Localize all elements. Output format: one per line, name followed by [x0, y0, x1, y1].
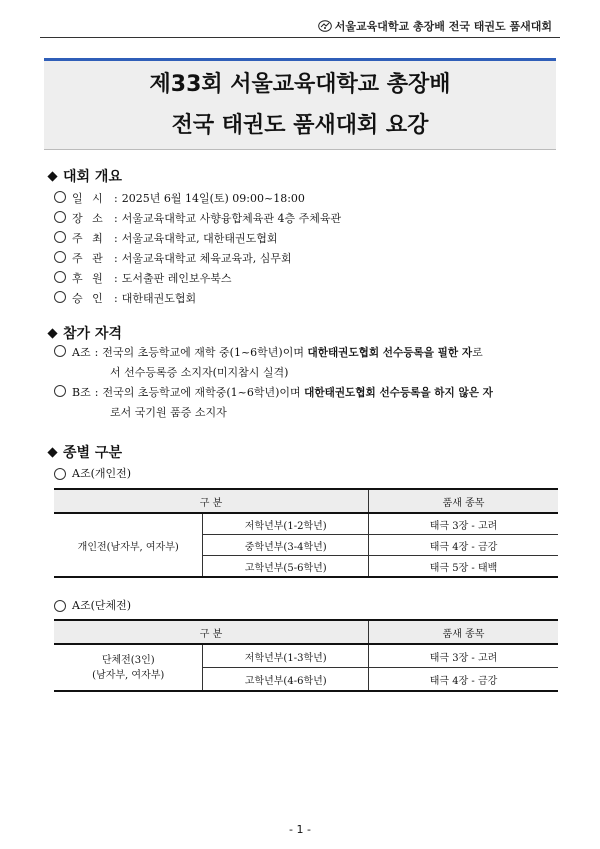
individual-subheading — [54, 465, 131, 481]
col-division-header: 구 분 — [54, 620, 369, 644]
eligibility-text-after: 로 — [472, 346, 483, 359]
team-event-table — [54, 619, 558, 692]
group-line1: 단체전(3인) — [101, 654, 155, 666]
page-header — [40, 14, 560, 38]
header-label — [318, 18, 552, 34]
eligibility-b: B조 : 전국의 초등학교에 재학중(1~6학년)이며 대한태권도협회 선수등록을 하지 않은 자 로서 국기원 품증 소지자 — [54, 383, 560, 423]
group-cell — [54, 644, 203, 691]
eligibility-a: A조 : 전국의 초등학교에 재학 중(1~6학년)이며 대한태권도협회 선수등록을 필한 자 로 서 선수등록증 소지자(미지참시 실격) — [54, 343, 560, 383]
section-overview-heading — [48, 166, 122, 186]
circle-bullet-icon — [54, 291, 66, 303]
individual-event-table — [54, 488, 558, 578]
overview-item: 승 인 : 대한태권도협회 — [54, 290, 196, 306]
poomsae-cell: 태극 3장 - 고려 — [369, 644, 559, 668]
page-title-line2: 전국 태권도 품새대회 요강 — [171, 113, 429, 138]
overview-value: 서울교육대학교 체육교육과, 심무회 — [121, 252, 292, 265]
circle-bullet-icon — [54, 191, 66, 203]
diamond-bullet-icon — [48, 172, 57, 181]
overview-key: 장 소 — [72, 212, 106, 225]
poomsae-cell: 태극 3장 - 고려 — [369, 513, 559, 535]
circle-bullet-icon — [54, 231, 66, 243]
taekwondo-logo-icon — [318, 20, 332, 32]
division-cell: 저학년부(1-2학년) — [203, 513, 369, 535]
overview-key: 주 최 — [72, 232, 106, 245]
diamond-bullet-icon — [48, 448, 57, 457]
circle-bullet-icon — [54, 385, 66, 397]
overview-value: 2025년 6월 14일(토) 09:00~18:00 — [121, 192, 305, 205]
table-row — [54, 513, 558, 535]
overview-value: 대한태권도협회 — [121, 292, 197, 305]
section-title: 참가 자격 — [63, 326, 122, 342]
circle-bullet-icon — [54, 251, 66, 263]
group-cell: 개인전(남자부, 여자부) — [54, 513, 203, 577]
overview-key: 주 관 — [72, 252, 106, 265]
eligibility-line2: 서 선수등록증 소지자(미지참시 실격) — [110, 366, 289, 379]
section-eligibility-heading — [48, 323, 122, 343]
poomsae-cell: 태극 5장 - 태백 — [369, 556, 559, 578]
section-events-heading — [48, 442, 122, 462]
eligibility-bold: 대한태권도협회 선수등록을 하지 않은 자 — [304, 387, 493, 399]
page-title-line1: 제33회 서울교육대학교 총장배 — [149, 72, 451, 97]
circle-bullet-icon — [54, 345, 66, 357]
overview-item: 장 소 : 서울교육대학교 사향융합체육관 4층 주체육관 — [54, 210, 341, 226]
overview-item: 일 시 : 2025년 6월 14일(토) 09:00~18:00 — [54, 190, 305, 206]
overview-item: 후 원 : 도서출판 레인보우북스 — [54, 270, 231, 286]
division-cell: 고학년부(5-6학년) — [203, 556, 369, 578]
table-header-row — [54, 489, 558, 513]
header-rule — [40, 37, 560, 38]
col-poomsae-header: 품새 종목 — [369, 620, 559, 644]
col-poomsae-header: 품새 종목 — [369, 489, 559, 513]
poomsae-cell: 태극 4장 - 금강 — [369, 535, 559, 556]
overview-value: 서울교육대학교 사향융합체육관 4층 주체육관 — [121, 212, 342, 225]
section-title: 대회 개요 — [63, 169, 122, 185]
circle-bullet-icon — [54, 211, 66, 223]
section-title: 종별 구분 — [63, 445, 122, 461]
page-number: - 1 - — [289, 823, 311, 836]
overview-item: 주 최 : 서울교육대학교, 대한태권도협회 — [54, 230, 277, 246]
circle-bullet-icon — [54, 600, 66, 612]
team-subheading — [54, 597, 131, 613]
table-row — [54, 644, 558, 668]
overview-item: 주 관 : 서울교육대학교 체육교육과, 심무회 — [54, 250, 292, 266]
eligibility-text: 전국의 초등학교에 재학 중(1~6학년)이며 — [102, 346, 308, 359]
division-cell: 고학년부(4-6학년) — [203, 668, 369, 692]
poomsae-cell: 태극 4장 - 금강 — [369, 668, 559, 692]
header-text: 서울교육대학교 총장배 전국 태권도 품새대회 — [334, 20, 552, 33]
overview-value: 서울교육대학교, 대한태권도협회 — [121, 232, 278, 245]
eligibility-label: A조 — [72, 346, 91, 359]
division-cell: 저학년부(1-3학년) — [203, 644, 369, 668]
overview-key: 일 시 — [72, 192, 106, 205]
subheading-label: A조(단체전) — [72, 599, 132, 612]
eligibility-text: 전국의 초등학교에 재학중(1~6학년)이며 — [102, 386, 305, 399]
diamond-bullet-icon — [48, 329, 57, 338]
table-header-row — [54, 620, 558, 644]
title-box — [44, 58, 556, 150]
overview-value: 도서출판 레인보우북스 — [121, 272, 232, 285]
eligibility-bold: 대한태권도협회 선수등록을 필한 자 — [307, 347, 473, 359]
group-line2: (남자부, 여자부) — [92, 669, 165, 681]
division-cell: 중학년부(3-4학년) — [203, 535, 369, 556]
eligibility-line2: 로서 국기원 품증 소지자 — [110, 406, 227, 419]
overview-key: 후 원 — [72, 272, 106, 285]
overview-key: 승 인 — [72, 292, 106, 305]
circle-bullet-icon — [54, 468, 66, 480]
eligibility-label: B조 — [72, 386, 91, 399]
circle-bullet-icon — [54, 271, 66, 283]
subheading-label: A조(개인전) — [72, 467, 132, 480]
col-division-header: 구 분 — [54, 489, 369, 513]
